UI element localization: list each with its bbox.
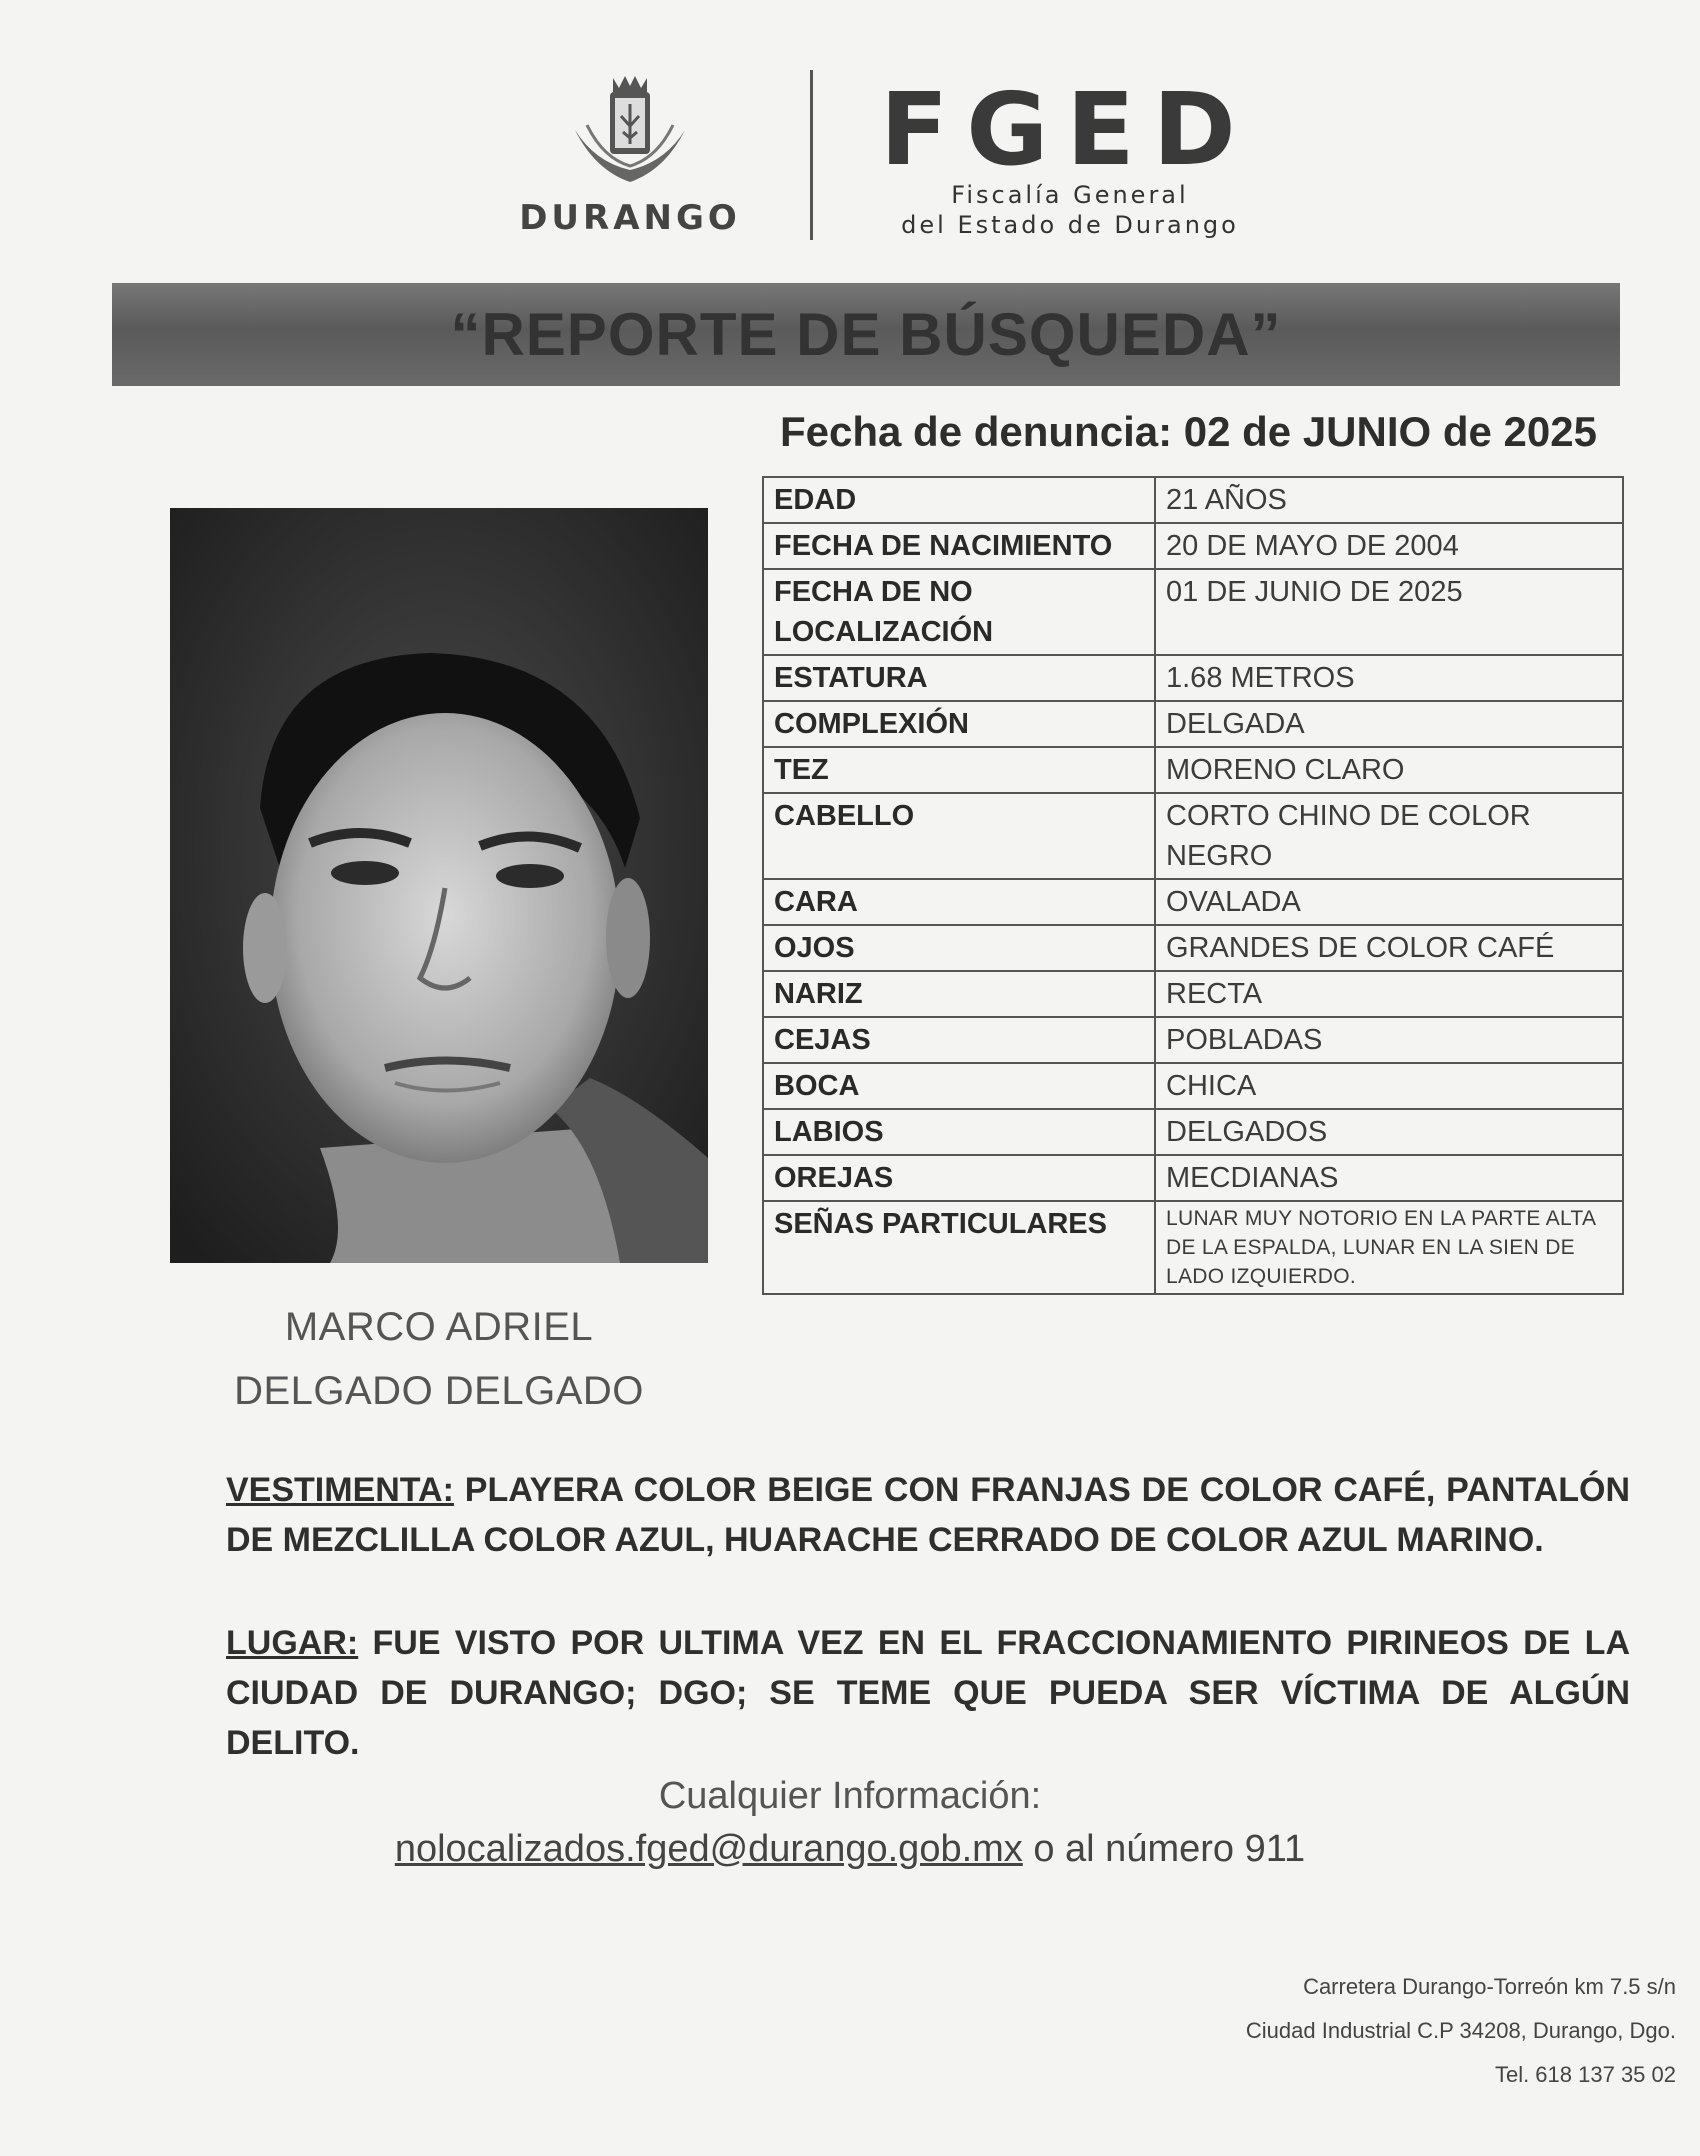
- detail-value: LUNAR MUY NOTORIO EN LA PARTE ALTA DE LA ESPALDA, LUNAR EN LA SIEN DE LADO IZQUIERDO.: [1155, 1201, 1623, 1294]
- table-row: [763, 971, 1623, 1017]
- address-line-1: Carretera Durango-Torreón km 7.5 s/n: [1303, 1974, 1676, 1999]
- detail-label: EDAD: [763, 477, 1155, 523]
- detail-label: FECHA DE NO LOCALIZACIÓN: [763, 569, 1155, 655]
- contact-phone: o al número 911: [1022, 1828, 1306, 1870]
- address-phone: Tel. 618 137 35 02: [1494, 2062, 1676, 2087]
- clothing-paragraph: [226, 1465, 1630, 1565]
- header-divider: [810, 70, 813, 240]
- detail-value: POBLADAS: [1155, 1017, 1623, 1063]
- detail-label: FECHA DE NACIMIENTO: [763, 523, 1155, 569]
- table-row: [763, 747, 1623, 793]
- place-text: FUE VISTO POR ULTIMA VEZ EN EL FRACCIONAMIENTO PIRINEOS DE LA CIUDAD DE DURANGO; DGO; SE TEME QUE PUEDA SER VÍCTIMA DE ALGÚN DELITO.: [226, 1624, 1630, 1762]
- durango-logo-text: DURANGO: [519, 198, 741, 238]
- clothing-label: VESTIMENTA:: [226, 1471, 454, 1509]
- detail-value: 1.68 METROS: [1155, 655, 1623, 701]
- detail-label: BOCA: [763, 1063, 1155, 1109]
- detail-label: LABIOS: [763, 1109, 1155, 1155]
- fged-acronym: FGED: [880, 71, 1254, 188]
- detail-value: DELGADOS: [1155, 1109, 1623, 1155]
- table-row: [763, 879, 1623, 925]
- table-row: [763, 925, 1623, 971]
- table-row: [763, 1155, 1623, 1201]
- detail-label: CEJAS: [763, 1017, 1155, 1063]
- table-row: [763, 569, 1623, 655]
- detail-value: MORENO CLARO: [1155, 747, 1623, 793]
- detail-value: 01 DE JUNIO DE 2025: [1155, 569, 1623, 655]
- detail-value: GRANDES DE COLOR CAFÉ: [1155, 925, 1623, 971]
- table-row: [763, 477, 1623, 523]
- detail-value: DELGADA: [1155, 701, 1623, 747]
- clothing-text: PLAYERA COLOR BEIGE CON FRANJAS DE COLOR CAFÉ, PANTALÓN DE MEZCLILLA COLOR AZUL, HUARACHE CERRADO DE COLOR AZUL MARINO.: [226, 1471, 1630, 1559]
- detail-label: OJOS: [763, 925, 1155, 971]
- address-line-2: Ciudad Industrial C.P 34208, Durango, Dgo.: [1245, 2018, 1676, 2043]
- contact-line: [0, 1828, 1700, 1871]
- table-row: [763, 701, 1623, 747]
- table-row: [763, 793, 1623, 879]
- detail-value: MECDIANAS: [1155, 1155, 1623, 1201]
- detail-label: OREJAS: [763, 1155, 1155, 1201]
- durango-logo: [500, 70, 760, 245]
- durango-logo-subtext: [500, 238, 760, 248]
- contact-email-link[interactable]: nolocalizados.fged@durango.gob.mx: [394, 1828, 1023, 1870]
- table-row: [763, 1201, 1623, 1294]
- detail-label: CABELLO: [763, 793, 1155, 879]
- table-row: [763, 655, 1623, 701]
- detail-value: CORTO CHINO DE COLOR NEGRO: [1155, 793, 1623, 879]
- table-row: [763, 1017, 1623, 1063]
- detail-label: ESTATURA: [763, 655, 1155, 701]
- person-name-line-1: MARCO ADRIEL: [284, 1305, 594, 1349]
- person-name-line-2: DELGADO DELGADO: [234, 1369, 644, 1413]
- detail-label: COMPLEXIÓN: [763, 701, 1155, 747]
- coat-of-arms-icon: [565, 70, 695, 190]
- report-date: Fecha de denuncia: 02 de JUNIO de 2025: [780, 408, 1597, 455]
- table-row: [763, 1109, 1623, 1155]
- person-name: [170, 1295, 708, 1423]
- description-table: [762, 476, 1624, 1295]
- fged-line-2: del Estado de Durango: [901, 211, 1239, 239]
- detail-label: NARIZ: [763, 971, 1155, 1017]
- detail-value: 21 AÑOS: [1155, 477, 1623, 523]
- detail-value: OVALADA: [1155, 879, 1623, 925]
- table-row: [763, 1063, 1623, 1109]
- place-label: LUGAR:: [226, 1624, 359, 1662]
- detail-label: SEÑAS PARTICULARES: [763, 1201, 1155, 1294]
- detail-value: RECTA: [1155, 971, 1623, 1017]
- place-paragraph: [226, 1618, 1630, 1768]
- detail-value: 20 DE MAYO DE 2004: [1155, 523, 1623, 569]
- detail-label: CARA: [763, 879, 1155, 925]
- missing-person-photo: [170, 508, 708, 1263]
- detail-label: TEZ: [763, 747, 1155, 793]
- table-row: [763, 523, 1623, 569]
- detail-value: CHICA: [1155, 1063, 1623, 1109]
- fged-line-1: Fiscalía General: [951, 181, 1189, 209]
- fged-logo: [880, 71, 1280, 240]
- contact-heading: Cualquier Información:: [658, 1775, 1042, 1817]
- report-title: “REPORTE DE BÚSQUEDA”: [450, 301, 1282, 368]
- report-banner: [112, 283, 1620, 386]
